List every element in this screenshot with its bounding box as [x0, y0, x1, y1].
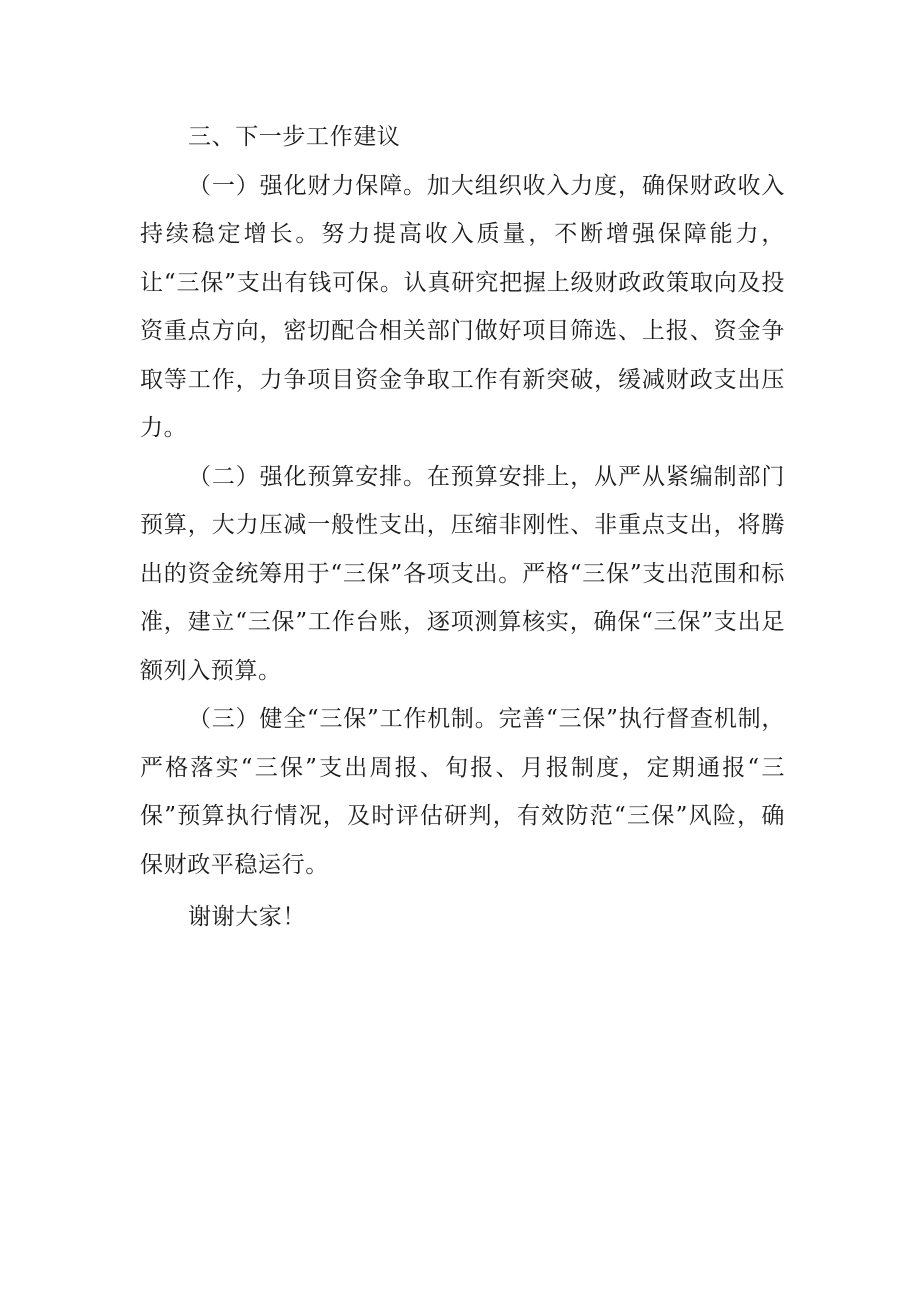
paragraph-finance-guarantee: （一）强化财力保障。加大组织收入力度，确保财政收入持续稳定增长。努力提高收入质量，不断增强保障能力，让“三保”支出有钱可保。认真研究把握上级财政政策取向及投资重点方向，密切配合相关部门做好项目筛选、上报、资金争取等工作，力争项目资金争取工作有新突破，缓减财政支出压力。: [140, 172, 785, 441]
section-heading: 三、下一步工作建议: [188, 124, 401, 150]
paragraph-budget-arrangement: （二）强化预算安排。在预算安排上，从严从紧编制部门预算，大力压减一般性支出，压缩非刚性、非重点支出，将腾出的资金统筹用于“三保”各项支出。严格“三保”支出范围和标准，建立“三保”工作台账，逐项测算核实，确保“三保”支出足额列入预算。: [140, 463, 785, 684]
paragraph-work-mechanism: （三）健全“三保”工作机制。完善“三保”执行督查机制，严格落实“三保”支出周报、旬报、月报制度，定期通报“三保”预算执行情况，及时评估研判，有效防范“三保”风险，确保财政平稳运行。: [140, 706, 785, 878]
closing-remark: 谢谢大家！: [188, 904, 306, 930]
document-body: [140, 113, 785, 942]
